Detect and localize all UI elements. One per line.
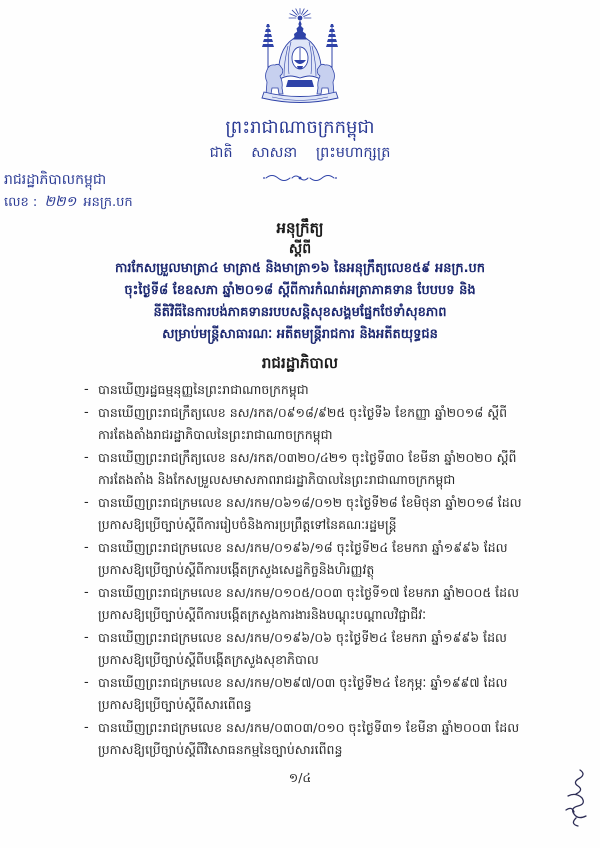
consideration-text (98, 447, 560, 491)
consideration-line: ប្រកាសឱ្យប្រើច្បាប់ស្ដីពីការរៀបចំនិងការប្រព្រឹត្តទៅនៃគណៈរដ្ឋមន្ត្រី (98, 517, 397, 532)
title-about: ស្ដីពី (288, 241, 312, 257)
consideration-line: ការតែងតាំងរាជរដ្ឋាភិបាលនៃព្រះរាជាណាចក្រកម្ពុជា (98, 427, 333, 442)
consideration-item (84, 672, 560, 716)
considerations-list (84, 379, 560, 762)
reference-label: លេខ : (4, 195, 38, 210)
reference-number (4, 191, 133, 214)
consideration-line: បានឃើញព្រះរាជក្រមលេខ នស/រកម/០៦១៨/០១២ ចុះថ្ងៃទី២៨ ខែមិថុនា ឆ្នាំ២០១៨ ដែល (98, 495, 522, 510)
consideration-text (98, 492, 560, 536)
royal-coat-of-arms-icon (258, 8, 342, 108)
consideration-text (98, 402, 560, 446)
national-motto: ជាតិ សាសនា ព្រះមហាក្សត្រ (209, 145, 391, 161)
consideration-line: បានឃើញព្រះរាជក្រមលេខ នស/រកម/០១៩៦/០៦ ចុះថ្ងៃទី២៤ ខែមករា ឆ្នាំ១៩៩៦ ដែល (98, 630, 507, 645)
consideration-text (98, 672, 560, 716)
consideration-text (98, 537, 560, 581)
consideration-item (84, 402, 560, 446)
consideration-item (84, 627, 560, 671)
consideration-item (84, 379, 560, 401)
consideration-line: ប្រកាសឱ្យប្រើច្បាប់ស្ដីពីការបង្កើតក្រសួងការងារនិងបណ្ដុះបណ្ដាលវិជ្ជាជីវៈ (98, 607, 427, 622)
consideration-item (84, 537, 560, 581)
list-bullet: - (84, 540, 89, 555)
page-number: ១/៤ (288, 770, 312, 785)
consideration-item (84, 582, 560, 626)
consideration-line: បានឃើញព្រះរាជក្រមលេខ នស/រកម/០១០៥/០០៣ ចុះថ្ងៃទី១៧ ខែមករា ឆ្នាំ២០០៥ ដែល (98, 585, 519, 600)
consideration-line: បានឃើញព្រះរាជក្រមលេខ នស/រកម/០៣០៣/០១០ ចុះថ្ងៃទី៣១ ខែមីនា ឆ្នាំ២០០៣ ដែល (98, 720, 520, 735)
consideration-line: បានឃើញព្រះរាជក្រមលេខ នស/រកម/០២៩៧/០៣ ចុះថ្ងៃទី២៤ ខែកុម្ភៈ ឆ្នាំ១៩៩៧ ដែល (98, 675, 508, 690)
list-bullet: - (84, 382, 89, 397)
consideration-line: បានឃើញព្រះរាជក្រឹត្យលេខ នស/រកត/០៣២០/៤២១ ចុះថ្ងៃទី៣០ ខែមីនា ឆ្នាំ២០២០ ស្ដីពី (98, 450, 517, 465)
list-bullet: - (84, 585, 89, 600)
consideration-line: បានឃើញព្រះរាជក្រឹត្យលេខ នស/រកត/០៩១៨/៩២៥ ចុះថ្ងៃទី៦ ខែកញ្ញា ឆ្នាំ២០១៨ ស្ដីពី (98, 405, 508, 420)
document-title (40, 216, 560, 346)
consideration-text (98, 582, 560, 626)
consideration-line: ប្រកាសឱ្យប្រើច្បាប់ស្ដីពីវិសោធនកម្មនៃច្បាប់សារពើពន្ធ (98, 742, 343, 757)
handwritten-initials-icon (556, 766, 594, 828)
consideration-text (98, 627, 560, 671)
section-heading: រាជរដ្ឋាភិបាល (261, 354, 339, 372)
consideration-line: បានឃើញរដ្ឋធម្មនុញ្ញនៃព្រះរាជាណាចក្រកម្ពុជា (98, 382, 309, 397)
consideration-line: បានឃើញព្រះរាជក្រមលេខ នស/រកម/០១៩៦/១៨ ចុះថ្ងៃទី២៤ ខែមករា ឆ្នាំ១៩៩៦ ដែល (98, 540, 508, 555)
consideration-item (84, 717, 560, 761)
list-bullet: - (84, 450, 89, 465)
document-type: អនុក្រឹត្យ (276, 219, 324, 237)
consideration-item (84, 447, 560, 491)
kingdom-heading: ព្រះរាជាណាចក្រកម្ពុជា (225, 117, 375, 138)
reference-handwritten-number: ២២១ (44, 194, 77, 210)
list-bullet: - (84, 405, 89, 420)
subject-line: សម្រាប់មន្ត្រីសាធារណៈ អតីតមន្ត្រីរាជការ និងអតីតយុទ្ធជន (162, 327, 438, 342)
consideration-text (98, 379, 560, 401)
consideration-line: ប្រកាសឱ្យប្រើច្បាប់ស្ដីពីបង្កើតក្រសួងសុខាភិបាល (98, 652, 319, 667)
reference-suffix: អនក្រ.បក (83, 195, 133, 210)
list-bullet: - (84, 675, 89, 690)
flourish-ornament-icon (262, 172, 338, 184)
list-bullet: - (84, 495, 89, 510)
list-bullet: - (84, 720, 89, 735)
consideration-text (98, 717, 560, 761)
subject-line: ការកែសម្រួលមាត្រា៤ មាត្រា៥ និងមាត្រា១៦ នៃអនុក្រឹត្យលេខ៥៩ អនក្រ.បក (114, 261, 486, 276)
consideration-line: ការតែងតាំង និងកែសម្រួលសមាសភាពរាជរដ្ឋាភិបាលនៃព្រះរាជាណាចក្រកម្ពុជា (98, 472, 456, 487)
list-bullet: - (84, 630, 89, 645)
consideration-line: ប្រកាសឱ្យប្រើច្បាប់ស្ដីពីសារពើពន្ធ (98, 697, 252, 712)
issuing-authority: រាជរដ្ឋាភិបាលកម្ពុជា (4, 172, 107, 188)
subject-line: ចុះថ្ងៃទី៨ ខែឧសភា ឆ្នាំ២០១៨ ស្ដីពីការកំណត់អត្រាភាគទាន បែបបទ និង (124, 283, 476, 298)
consideration-item (84, 492, 560, 536)
consideration-line: ប្រកាសឱ្យប្រើច្បាប់ស្ដីពីការបង្កើតក្រសួងសេដ្ឋកិច្ចនិងហិរញ្ញវត្ថុ (98, 562, 375, 577)
subject-line: នីតិវិធីនៃការបង់ភាគទានរបបសន្តិសុខសង្គមផ្នែកថែទាំសុខភាព (153, 305, 447, 320)
